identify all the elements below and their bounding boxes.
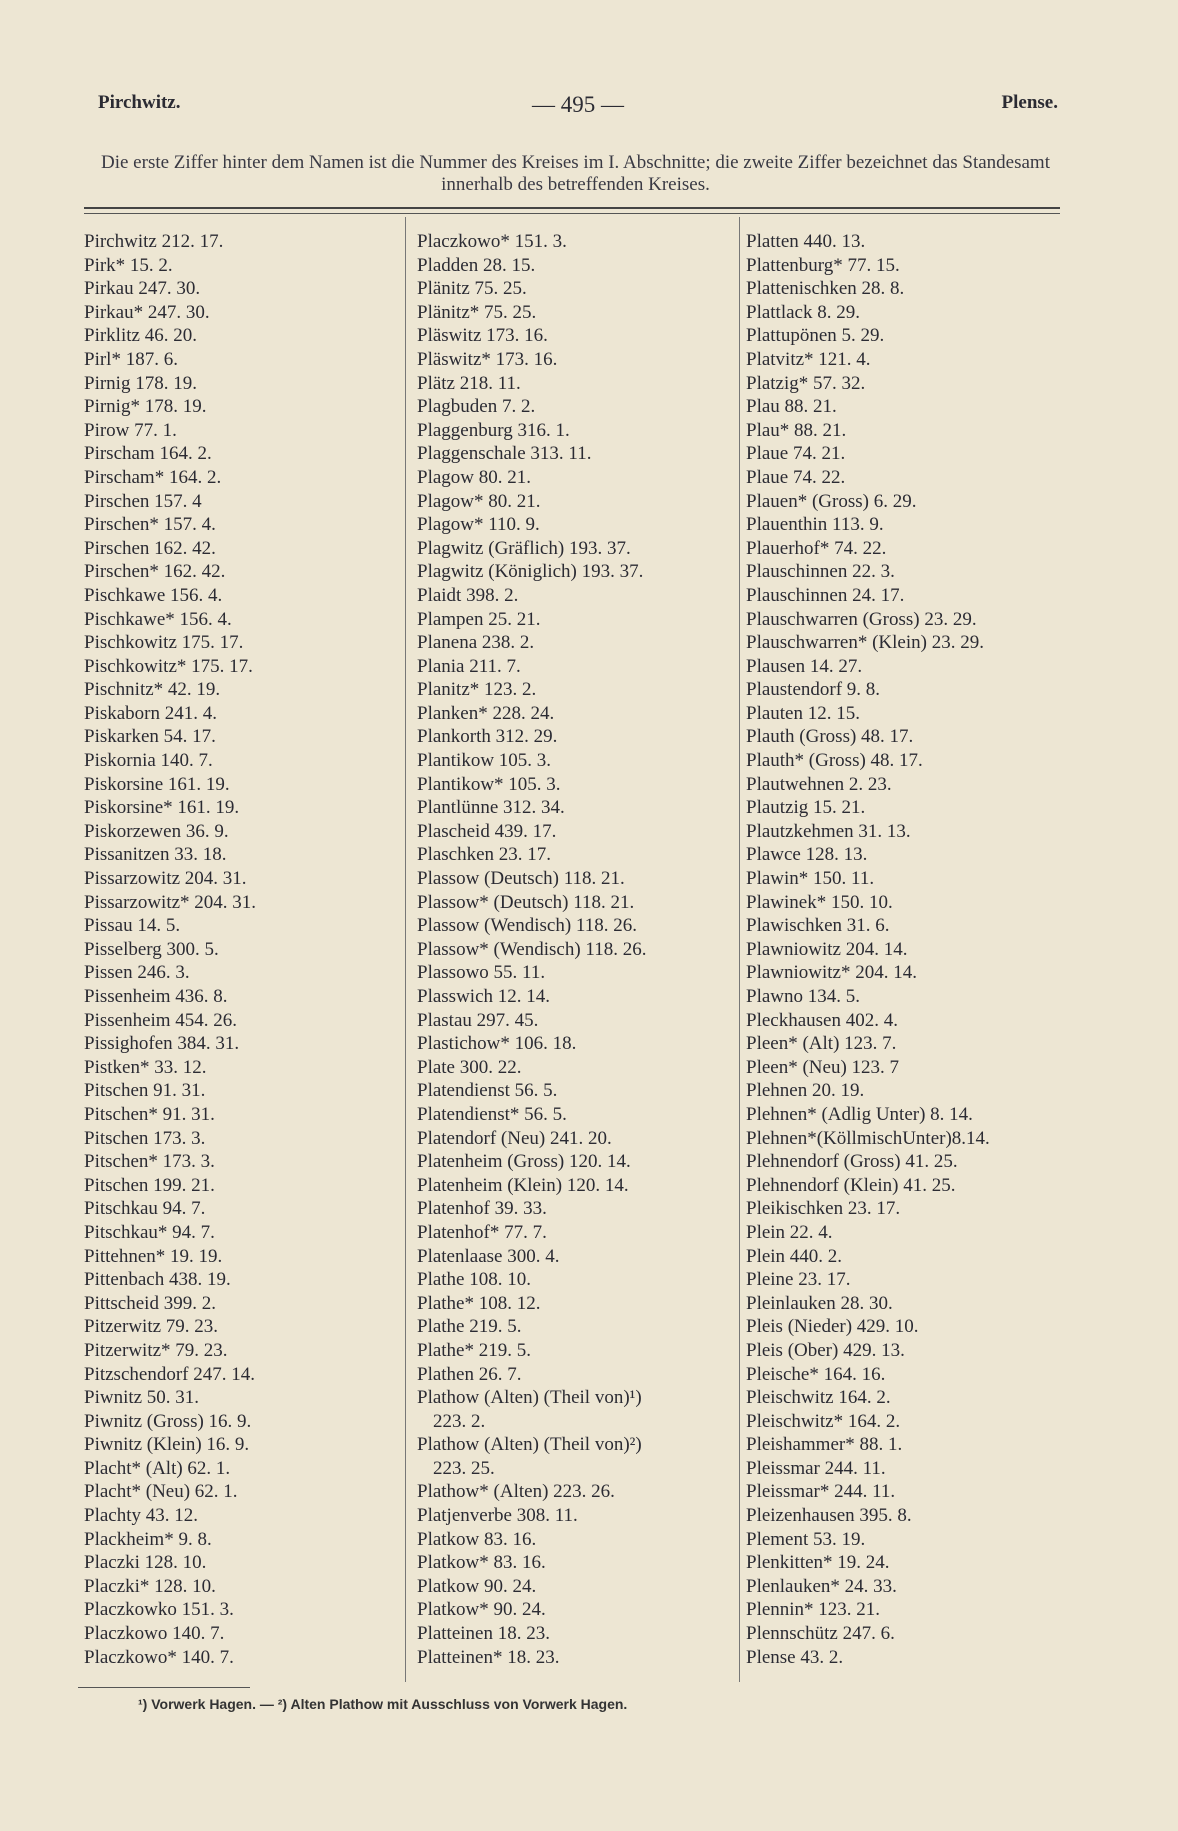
index-entry: Pläswitz* 173. 16. [417, 348, 558, 370]
index-entry: Plauschinnen 24. 17. [746, 584, 905, 606]
index-entry: Pladden 28. 15. [417, 254, 536, 276]
index-entry: Plagow 80. 21. [417, 466, 531, 488]
index-entry: Placzkowo 140. 7. [84, 1623, 225, 1645]
index-entry: Placht* (Neu) 62. 1. [84, 1481, 238, 1503]
index-entry: Pirkau* 247. 30. [84, 301, 210, 323]
index-entry: Pischkowitz 175. 17. [84, 632, 244, 654]
index-entry: Pleizenhausen 395. 8. [746, 1505, 912, 1527]
index-entry: Pissau 14. 5. [84, 915, 181, 937]
index-entry: Pleischwitz 164. 2. [746, 1387, 891, 1409]
index-entry: Pirschen* 157. 4. [84, 514, 216, 536]
footnote-rule [78, 1687, 250, 1688]
index-entry: Plein 22. 4. [746, 1221, 833, 1243]
index-entry: Piwnitz (Klein) 16. 9. [84, 1434, 250, 1456]
index-entry: Pitzerwitz* 79. 23. [84, 1339, 228, 1361]
index-entry: Plement 53. 19. [746, 1528, 866, 1550]
index-entry: Plauth (Gross) 48. 17. [746, 726, 914, 748]
index-entry: Pitzerwitz 79. 23. [84, 1316, 219, 1338]
index-entry: Pleishammer* 88. 1. [746, 1434, 903, 1456]
index-entry: Piwnitz (Gross) 16. 9. [84, 1410, 252, 1432]
index-entry: Plaidt 398. 2. [417, 584, 519, 606]
index-entry: Pirl* 187. 6. [84, 348, 178, 370]
index-entry: Plennschütz 247. 6. [746, 1623, 895, 1645]
index-entry: Plachty 43. 12. [84, 1505, 198, 1527]
index-entry: Plaue 74. 22. [746, 466, 846, 488]
index-entry: Pisselberg 300. 5. [84, 938, 219, 960]
index-entry: Plantikow 105. 3. [417, 750, 552, 772]
index-entry: Pischkawe* 156. 4. [84, 608, 232, 630]
intro-note: Die erste Ziffer hinter dem Namen ist die Nummer des Kreises im I. Abschnitte; die zweite Ziffer bezeichnet das Standesamt innerhalb des betreffenden Kreises. [101, 152, 1050, 195]
index-entry: Plauth* (Gross) 48. 17. [746, 750, 923, 772]
index-entry: Pischkawe 156. 4. [84, 584, 223, 606]
index-entry: Platvitz* 121. 4. [746, 348, 871, 370]
index-entry: Planken* 228. 24. [417, 702, 555, 724]
index-entry: Pirschen 162. 42. [84, 537, 216, 559]
index-entry: Platjenverbe 308. 11. [417, 1505, 578, 1527]
header-rule-thick [84, 207, 1060, 209]
index-entry: Pleissmar 244. 11. [746, 1457, 886, 1479]
index-entry: Plastau 297. 45. [417, 1009, 539, 1031]
index-entry: Platendienst 56. 5. [417, 1080, 558, 1102]
index-entry: Plagow* 110. 9. [417, 514, 540, 536]
index-entry: Pirschen* 162. 42. [84, 561, 226, 583]
index-entry: Pittenbach 438. 19. [84, 1269, 231, 1291]
index-entry: Pleische* 164. 16. [746, 1363, 886, 1385]
index-entry: Plagwitz (Gräflich) 193. 37. [417, 537, 631, 559]
index-entry: Pissarzowitz 204. 31. [84, 868, 247, 890]
index-entry: Plawinek* 150. 10. [746, 891, 893, 913]
index-entry: Plawischken 31. 6. [746, 915, 890, 937]
index-entry: Plantikow* 105. 3. [417, 773, 561, 795]
index-entry: Plagbuden 7. 2. [417, 396, 536, 418]
index-entry: Pitschen* 91. 31. [84, 1103, 215, 1125]
index-entry: Plassowo 55. 11. [417, 962, 546, 984]
index-entry: Pirklitz 46. 20. [84, 325, 197, 347]
index-entry: Plattupönen 5. 29. [746, 325, 885, 347]
index-entry: Placzkowo* 151. 3. [417, 231, 567, 252]
index-entry: Plathe* 219. 5. [417, 1339, 531, 1361]
index-entry: Plawniowitz 204. 14. [746, 938, 908, 960]
index-entry: Placht* (Alt) 62. 1. [84, 1457, 231, 1479]
index-entry: Piskorzewen 36. 9. [84, 820, 229, 842]
index-entry: Pitschen 199. 21. [84, 1174, 215, 1196]
index-entry: Pissighofen 384. 31. [84, 1033, 240, 1055]
index-entry: Platteinen* 18. 23. [417, 1646, 560, 1668]
index-entry: Platkow 83. 16. [417, 1528, 537, 1550]
index-entry: Plautzig 15. 21. [746, 797, 866, 819]
index-entry: Planitz* 123. 2. [417, 679, 537, 701]
index-entry: Plascheid 439. 17. [417, 820, 557, 842]
index-entry: Pittscheid 399. 2. [84, 1292, 216, 1314]
index-entry: Plattenischken 28. 8. [746, 278, 905, 300]
index-entry: Pissanitzen 33. 18. [84, 844, 227, 866]
index-entry: Plathe 219. 5. [417, 1316, 522, 1338]
index-entry: Pleinlauken 28. 30. [746, 1292, 893, 1314]
index-entry: Plenlauken* 24. 33. [746, 1575, 897, 1597]
header-last-entry: Plense. [1001, 92, 1058, 113]
index-entry: Plehnendorf (Gross) 41. 25. [746, 1151, 958, 1173]
index-entry: Pleischwitz* 164. 2. [746, 1410, 901, 1432]
index-entry: Pleissmar* 244. 11. [746, 1481, 896, 1503]
index-entry: Plathen 26. 7. [417, 1363, 522, 1385]
index-column-1 [84, 230, 400, 1669]
index-entry: Platenhof* 77. 7. [417, 1221, 547, 1243]
index-entry: Plassow (Deutsch) 118. 21. [417, 868, 625, 890]
index-entry: Plein 440. 2. [746, 1245, 843, 1267]
index-entry: Pitschkau* 94. 7. [84, 1221, 215, 1243]
index-entry: Plate 300. 22. [417, 1056, 522, 1078]
index-entry: Placzkowo* 140. 7. [84, 1646, 234, 1668]
header-rule-thin [84, 213, 1060, 214]
index-entry: Pitschkau 94. 7. [84, 1198, 206, 1220]
index-entry: Pirscham 164. 2. [84, 443, 212, 465]
index-entry: Plawniowitz* 204. 14. [746, 962, 917, 984]
index-entry: Pistken* 33. 12. [84, 1056, 207, 1078]
index-entry: Platzig* 57. 32. [746, 372, 866, 394]
page-number: — 495 — [532, 92, 624, 117]
index-entry: Platenheim (Gross) 120. 14. [417, 1151, 631, 1173]
index-entry: Plauschinnen 22. 3. [746, 561, 895, 583]
index-entry: Plaggenschale 313. 11. [417, 443, 592, 465]
index-entry: Pitschen* 173. 3. [84, 1151, 215, 1173]
index-entry: Plawno 134. 5. [746, 986, 860, 1007]
index-entry: Platkow 90. 24. [417, 1575, 537, 1597]
index-entry: Pissen 246. 3. [84, 962, 190, 984]
index-entry: Plaggenburg 316. 1. [417, 419, 570, 441]
index-entry: Placzki 128. 10. [84, 1552, 207, 1574]
index-entry: Plaue 74. 21. [746, 443, 846, 465]
index-entry: Piskaborn 241. 4. [84, 702, 217, 724]
index-entry: Plantlünne 312. 34. [417, 797, 565, 819]
index-entry: Plania 211. 7. [417, 655, 521, 677]
index-entry: Plasswich 12. 14. [417, 986, 550, 1007]
index-column-2 [417, 230, 735, 1669]
index-entry: Plautzkehmen 31. 13. [746, 820, 911, 842]
index-entry: Pleikischken 23. 17. [746, 1198, 901, 1220]
index-entry: Plauenthin 113. 9. [746, 514, 884, 536]
index-entry: Plauschwarren (Gross) 23. 29. [746, 608, 977, 630]
index-entry: Pissarzowitz* 204. 31. [84, 891, 257, 913]
index-entry: Plense 43. 2. [746, 1646, 844, 1668]
index-entry: Pischnitz* 42. 19. [84, 679, 221, 701]
column-divider [739, 217, 740, 1682]
index-entry: Plehnen*(KöllmischUnter)8.14. [746, 1127, 990, 1149]
index-entry: 223. 25. [433, 1457, 495, 1479]
index-entry: Plauschwarren* (Klein) 23. 29. [746, 632, 984, 654]
index-entry: Pleis (Ober) 429. 13. [746, 1339, 905, 1361]
index-entry: Pitzschendorf 247. 14. [84, 1363, 255, 1385]
index-entry: Plau 88. 21. [746, 396, 837, 418]
index-entry: Plauten 12. 15. [746, 702, 860, 724]
index-entry: Plawin* 150. 11. [746, 868, 875, 890]
index-entry: Plathow (Alten) (Theil von)²) [417, 1434, 642, 1456]
index-entry: Pirnig* 178. 19. [84, 396, 207, 418]
index-entry: Plattlack 8. 29. [746, 301, 860, 323]
index-entry: Plenkitten* 19. 24. [746, 1552, 890, 1574]
index-entry: Plathe 108. 10. [417, 1269, 531, 1291]
index-entry: Plänitz 75. 25. [417, 278, 527, 300]
index-entry: Pischkowitz* 175. 17. [84, 655, 253, 677]
index-entry: Platendorf (Neu) 241. 20. [417, 1127, 612, 1149]
index-entry: Platenlaase 300. 4. [417, 1245, 560, 1267]
index-entry: Plackheim* 9. 8. [84, 1528, 212, 1550]
index-entry: Pläswitz 173. 16. [417, 325, 548, 347]
index-entry: Plassow (Wendisch) 118. 26. [417, 915, 637, 937]
index-entry: Platkow* 90. 24. [417, 1599, 546, 1621]
index-entry: Pleen* (Neu) 123. 7 [746, 1056, 900, 1078]
header-first-entry: Pirchwitz. [98, 92, 181, 113]
index-entry: Pitschen 173. 3. [84, 1127, 206, 1149]
index-entry: Piskorsine 161. 19. [84, 773, 230, 795]
index-entry: Plehnen* (Adlig Unter) 8. 14. [746, 1103, 973, 1125]
index-entry: Platkow* 83. 16. [417, 1552, 546, 1574]
index-entry: Plathow* (Alten) 223. 26. [417, 1481, 615, 1503]
index-entry: Piskornia 140. 7. [84, 750, 213, 772]
index-entry: Plassow* (Wendisch) 118. 26. [417, 938, 647, 960]
index-entry: Pleine 23. 17. [746, 1269, 851, 1291]
index-entry: Pleis (Nieder) 429. 10. [746, 1316, 919, 1338]
index-entry: Plampen 25. 21. [417, 608, 541, 630]
index-entry: Piwnitz 50. 31. [84, 1387, 200, 1409]
index-entry: Pissenheim 436. 8. [84, 986, 228, 1007]
index-entry: Plauerhof* 74. 22. [746, 537, 887, 559]
index-entry: Placzkowko 151. 3. [84, 1599, 234, 1621]
index-entry: Pirscham* 164. 2. [84, 466, 222, 488]
index-entry: Pirow 77. 1. [84, 419, 177, 441]
index-entry: Planena 238. 2. [417, 632, 535, 654]
index-entry: Piskarken 54. 17. [84, 726, 216, 748]
index-entry: Plathow (Alten) (Theil von)¹) [417, 1387, 642, 1409]
index-entry: Plaustendorf 9. 8. [746, 679, 881, 701]
index-entry: Plassow* (Deutsch) 118. 21. [417, 891, 635, 913]
index-entry: Plathe* 108. 12. [417, 1292, 541, 1314]
page-header [98, 92, 1058, 122]
index-entry: Plennin* 123. 21. [746, 1599, 881, 1621]
index-entry: Pirk* 15. 2. [84, 254, 173, 276]
index-entry: Platten 440. 13. [746, 231, 866, 252]
index-entry: Pleckhausen 402. 4. [746, 1009, 898, 1031]
index-entry: Placzki* 128. 10. [84, 1575, 216, 1597]
index-entry: Pirchwitz 212. 17. [84, 231, 224, 252]
index-entry: Plattenburg* 77. 15. [746, 254, 900, 276]
index-entry: Pittehnen* 19. 19. [84, 1245, 223, 1267]
index-entry: Plagow* 80. 21. [417, 490, 541, 512]
index-entry: 223. 2. [433, 1410, 486, 1432]
index-entry: Plausen 14. 27. [746, 655, 863, 677]
index-entry: Pirschen 157. 4 [84, 490, 202, 512]
index-entry: Platendienst* 56. 5. [417, 1103, 567, 1125]
index-entry: Plaschken 23. 17. [417, 844, 552, 866]
index-entry: Pitschen 91. 31. [84, 1080, 206, 1102]
index-entry: Plastichow* 106. 18. [417, 1033, 577, 1055]
index-entry: Pirnig 178. 19. [84, 372, 197, 394]
index-entry: Plehnen 20. 19. [746, 1080, 865, 1102]
index-entry: Plätz 218. 11. [417, 372, 521, 394]
index-entry: Platenhof 39. 33. [417, 1198, 547, 1220]
index-entry: Plautwehnen 2. 23. [746, 773, 892, 795]
footnote: ¹) Vorwerk Hagen. — ²) Alten Plathow mit Ausschluss von Vorwerk Hagen. [138, 1696, 628, 1712]
index-entry: Plankorth 312. 29. [417, 726, 558, 748]
index-entry: Piskorsine* 161. 19. [84, 797, 240, 819]
index-entry: Pissenheim 454. 26. [84, 1009, 238, 1031]
index-entry: Plauen* (Gross) 6. 29. [746, 490, 917, 512]
index-entry: Platteinen 18. 23. [417, 1623, 550, 1645]
index-entry: Plawce 128. 13. [746, 844, 868, 866]
index-entry: Pleen* (Alt) 123. 7. [746, 1033, 897, 1055]
index-entry: Pirkau 247. 30. [84, 278, 201, 300]
index-entry: Plagwitz (Königlich) 193. 37. [417, 561, 644, 583]
column-divider [405, 217, 406, 1682]
index-entry: Plau* 88. 21. [746, 419, 847, 441]
index-entry: Platenheim (Klein) 120. 14. [417, 1174, 629, 1196]
index-entry: Plänitz* 75. 25. [417, 301, 537, 323]
index-column-3 [746, 230, 1076, 1669]
index-entry: Plehnendorf (Klein) 41. 25. [746, 1174, 956, 1196]
